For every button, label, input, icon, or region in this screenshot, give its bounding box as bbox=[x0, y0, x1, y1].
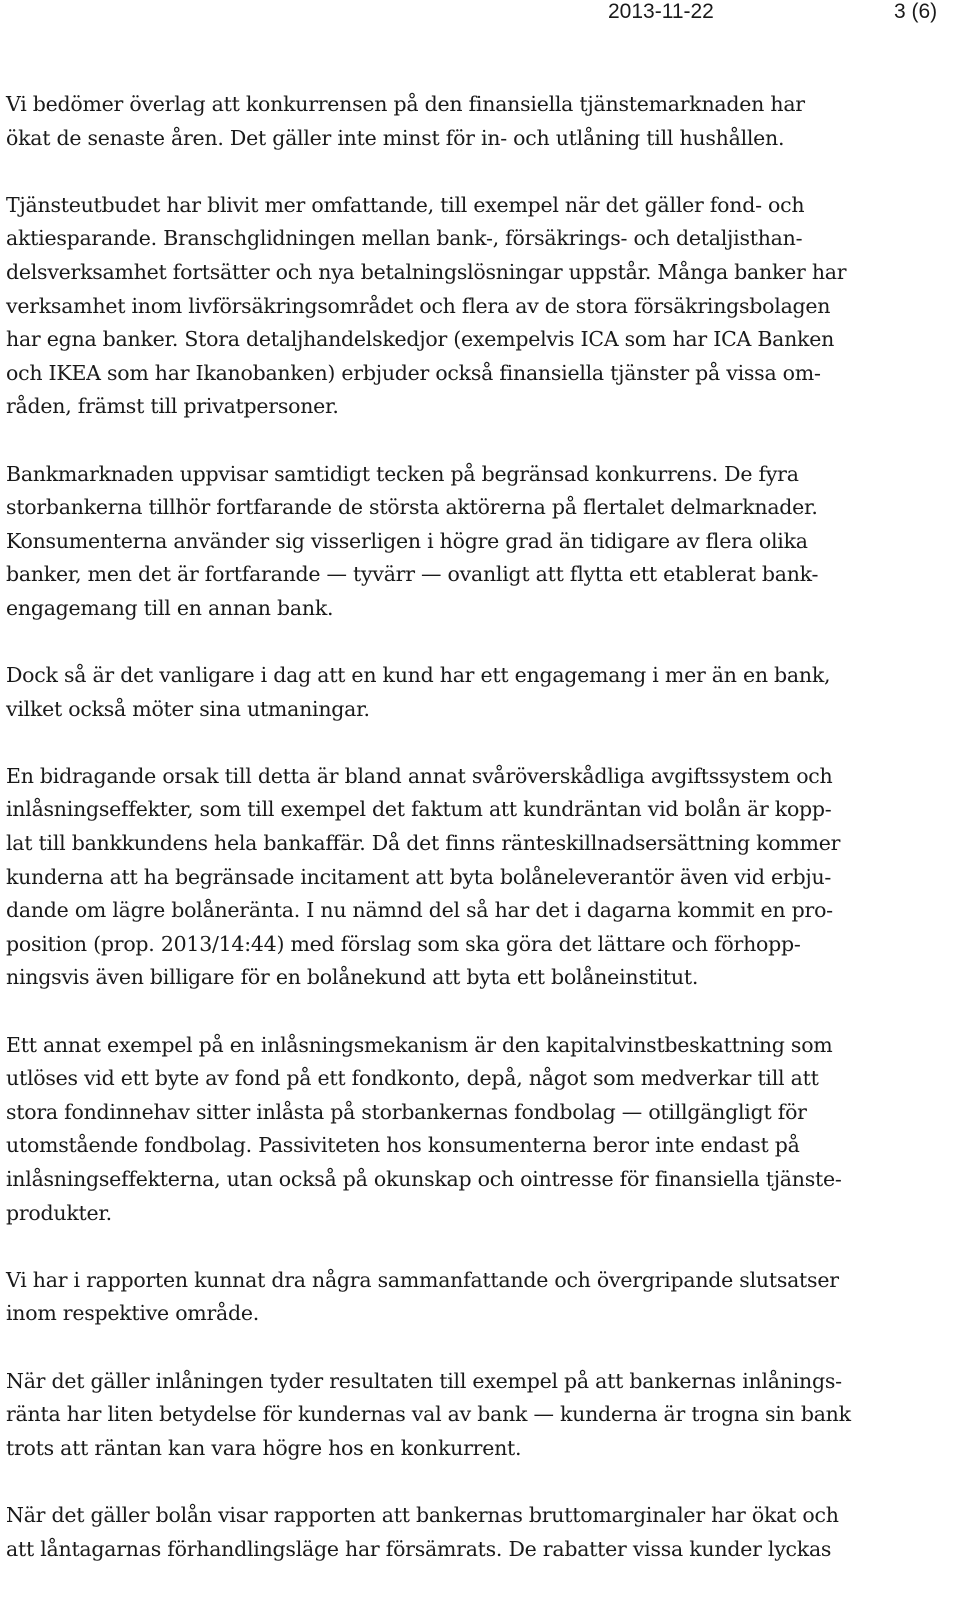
text-line: trots att räntan kan vara högre hos en konkurrent. bbox=[6, 1435, 522, 1460]
paragraph bbox=[6, 659, 946, 726]
text-line: Dock så är det vanligare i dag att en kund har ett engagemang i mer än en bank, bbox=[6, 663, 831, 688]
text-line: att låntagarnas förhandlingsläge har försämrats. De rabatter vissa kunder lyckas bbox=[6, 1536, 832, 1561]
text-line: kunderna att ha begränsade incitament att byta bolåneleverantör även vid erbju- bbox=[6, 864, 832, 889]
page-number: 3 (6) bbox=[894, 0, 938, 23]
paragraph bbox=[6, 1365, 946, 1466]
text-line: Konsumenterna använder sig visserligen i högre grad än tidigare av flera olika bbox=[6, 528, 808, 553]
document-body bbox=[6, 88, 946, 1600]
text-line: verksamhet inom livförsäkringsområdet och flera av de stora försäkringsbolagen bbox=[6, 293, 831, 318]
text-line: har egna banker. Stora detaljhandelskedjor (exempelvis ICA som har ICA Banken bbox=[6, 327, 835, 352]
paragraph bbox=[6, 189, 946, 424]
text-line: lat till bankkundens hela bankaffär. Då det finns ränteskillnadsersättning kommer bbox=[6, 831, 841, 856]
text-line: position (prop. 2013/14:44) med förslag som ska göra det lättare och förhopp- bbox=[6, 931, 801, 956]
paragraph bbox=[6, 1264, 946, 1331]
text-line: En bidragande orsak till detta är bland annat svåröverskådliga avgiftssystem och bbox=[6, 763, 833, 788]
text-line: stora fondinnehav sitter inlåsta på storbankernas fondbolag — otillgängligt för bbox=[6, 1099, 807, 1124]
paragraph bbox=[6, 458, 946, 626]
text-line: inlåsningseffekterna, utan också på okunskap och ointresse för finansiella tjänste- bbox=[6, 1167, 842, 1191]
text-line: inom respektive område. bbox=[6, 1301, 260, 1326]
text-line: När det gäller inlåningen tyder resultaten till exempel på att bankernas inlånings- bbox=[6, 1368, 842, 1393]
text-line: Bankmarknaden uppvisar samtidigt tecken på begränsad konkurrens. De fyra bbox=[6, 461, 799, 486]
text-line: banker, men det är fortfarande — tyvärr — ovanligt att flytta ett etablerat bank- bbox=[6, 562, 819, 587]
text-line: ränta har liten betydelse för kundernas val av bank — kunderna är trogna sin bank bbox=[6, 1402, 851, 1427]
text-line: inlåsningseffekter, som till exempel det faktum att kundräntan vid bolån är kopp- bbox=[6, 797, 832, 822]
paragraph bbox=[6, 760, 946, 995]
text-line: råden, främst till privatpersoner. bbox=[6, 394, 339, 419]
text-line: Vi bedömer överlag att konkurrensen på den finansiella tjänstemarknaden har bbox=[6, 92, 805, 116]
text-line: Ett annat exempel på en inlåsningsmekanism är den kapitalvinstbeskattning som bbox=[6, 1032, 833, 1057]
text-line: och IKEA som har Ikanobanken) erbjuder också finansiella tjänster på vissa om- bbox=[6, 360, 821, 385]
paragraph bbox=[6, 1499, 946, 1566]
text-line: Vi har i rapporten kunnat dra några sammanfattande och övergripande slutsatser bbox=[6, 1267, 839, 1292]
paragraph bbox=[6, 1029, 946, 1231]
text-line: dande om lägre bolåneränta. I nu nämnd del så har det i dagarna kommit en pro- bbox=[6, 898, 833, 923]
text-line: När det gäller bolån visar rapporten att bankernas bruttomarginaler har ökat och bbox=[6, 1502, 839, 1527]
text-line: ökat de senaste åren. Det gäller inte minst för in- och utlåning till hushållen. bbox=[6, 125, 785, 150]
text-line: aktiesparande. Branschglidningen mellan bank-, försäkrings- och detaljisthan- bbox=[6, 226, 803, 251]
text-line: delsverksamhet fortsätter och nya betalningslösningar uppstår. Många banker har bbox=[6, 259, 847, 284]
paragraph bbox=[6, 88, 946, 155]
text-line: vilket också möter sina utmaningar. bbox=[6, 696, 370, 721]
text-line: utomstående fondbolag. Passiviteten hos konsumenterna beror inte endast på bbox=[6, 1133, 800, 1158]
text-line: storbankerna tillhör fortfarande de största aktörerna på flertalet delmarknader. bbox=[6, 495, 818, 520]
text-line: ningsvis även billigare för en bolånekund att byta ett bolåneinstitut. bbox=[6, 965, 699, 990]
text-line: Tjänsteutbudet har blivit mer omfattande, till exempel när det gäller fond- och bbox=[6, 192, 805, 217]
header-date: 2013-11-22 bbox=[608, 0, 714, 23]
text-line: utlöses vid ett byte av fond på ett fondkonto, depå, något som medverkar till att bbox=[6, 1066, 819, 1091]
text-line: produkter. bbox=[6, 1200, 112, 1225]
page-header bbox=[0, 0, 960, 30]
text-line: engagemang till en annan bank. bbox=[6, 595, 334, 620]
